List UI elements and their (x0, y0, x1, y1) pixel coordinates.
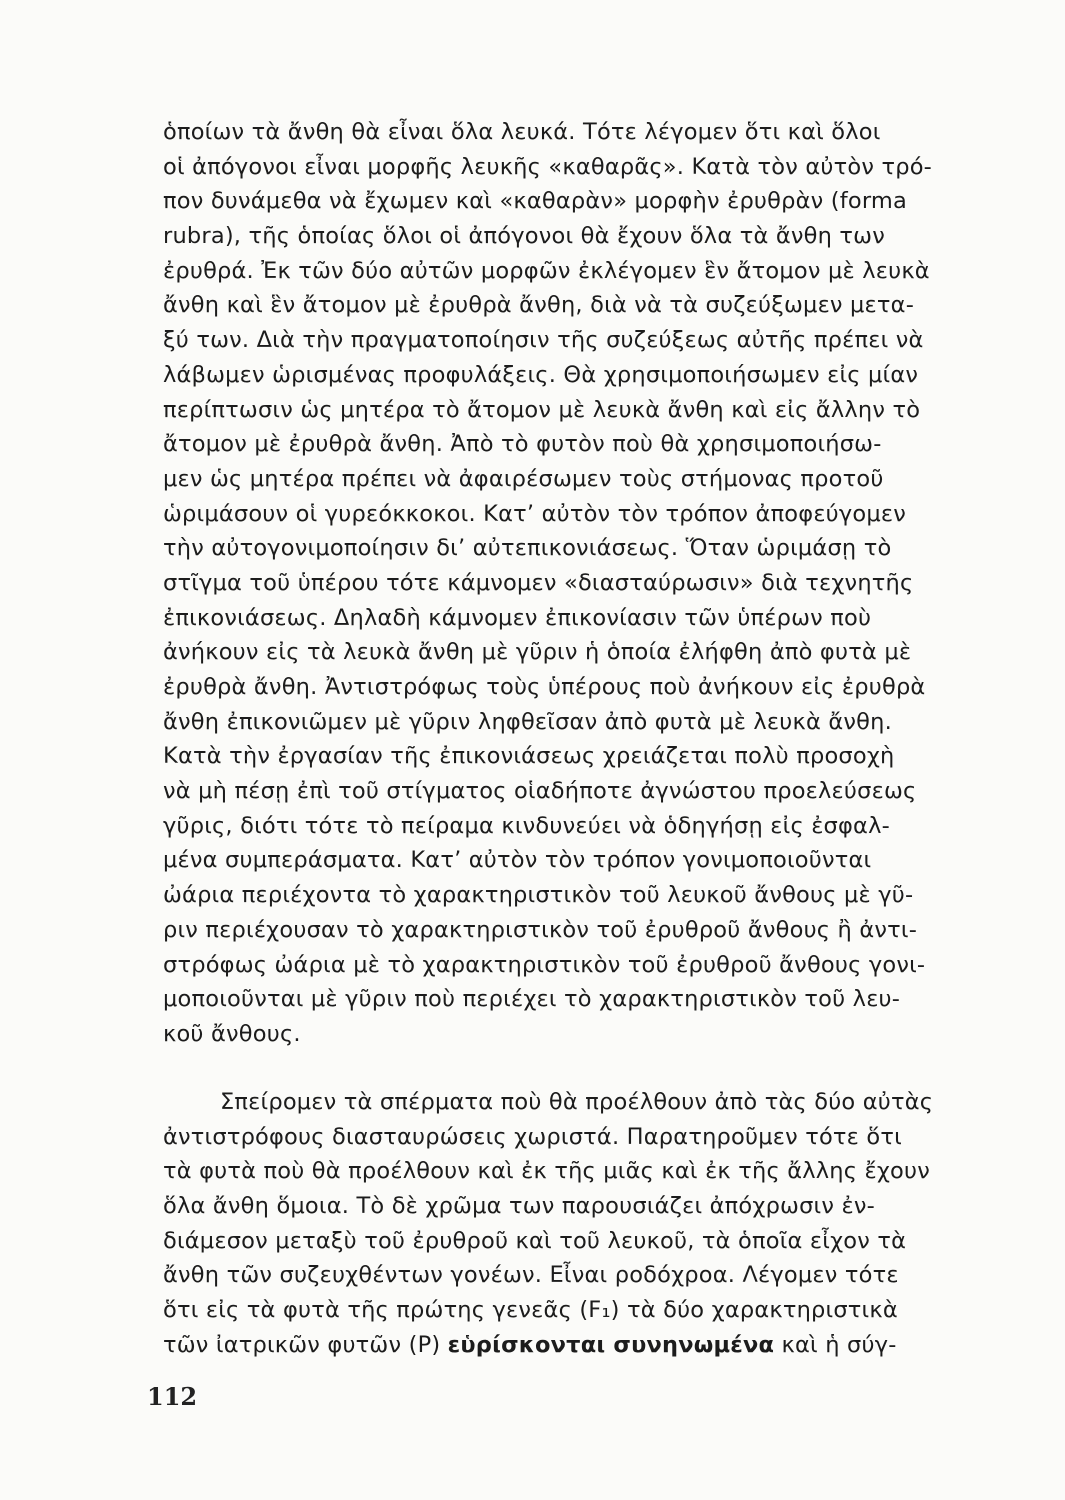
text-line: διάμεσον μεταξὺ τοῦ ἐρυθροῦ καὶ τοῦ λευκοῦ, τὰ ὁποῖα εἶχον τὰ (163, 1227, 907, 1254)
text-line: ὅτι εἰς τὰ φυτὰ τῆς πρώτης γενεᾶς (F₁) τὰ δύο χαρακτηριστικὰ (163, 1297, 898, 1324)
text-line: λάβωμεν ὡρισμένας προφυλάξεις. Θὰ χρησιμοποιήσωμεν εἰς μίαν (163, 361, 919, 388)
text-line: οἱ ἀπόγονοι εἶναι μορφῆς λευκῆς «καθαρᾶς». Κατὰ τὸν αὐτὸν τρό- (163, 153, 932, 180)
text-line: γῦρις, διότι τότε τὸ πείραμα κινδυνεύει νὰ ὁδηγήσῃ εἰς ἐσφαλ- (163, 812, 890, 839)
text-line: τὰ φυτὰ ποὺ θὰ προέλθουν καὶ ἐκ τῆς μιᾶς καὶ ἐκ τῆς ἄλλης ἔχουν (163, 1158, 930, 1185)
text-line (163, 1328, 983, 1363)
text-line: ἄνθη καὶ ἓν ἄτομον μὲ ἐρυθρὰ ἄνθη, διὰ νὰ τὰ συζεύξωμεν μετα- (163, 292, 915, 319)
text-line: μένα συμπεράσματα. Κατ’ αὐτὸν τὸν τρόπον γονιμοποιοῦνται (163, 847, 872, 874)
text-line: περίπτωσιν ὡς μητέρα τὸ ἄτομον μὲ λευκὰ ἄνθη καὶ εἰς ἄλλην τὸ (163, 396, 921, 423)
text-line: Σπείρομεν τὰ σπέρματα ποὺ θὰ προέλθουν ἀπὸ τὰς δύο αὐτὰς (220, 1089, 934, 1115)
text-line: ἄτομον μὲ ἐρυθρὰ ἄνθη. Ἀπὸ τὸ φυτὸν ποὺ θὰ χρησιμοποιήσω- (163, 431, 882, 458)
text-line: rubra), τῆς ὁποίας ὅλοι οἱ ἀπόγονοι θὰ ἔχουν ὅλα τὰ ἄνθη των (163, 223, 885, 250)
text-line: ἄνθη ἐπικονιῶμεν μὲ γῦριν ληφθεῖσαν ἀπὸ φυτὰ μὲ λευκὰ ἄνθη. (163, 708, 892, 735)
text-line: ἐπικονιάσεως. Δηλαδὴ κάμνομεν ἐπικονίασιν τῶν ὑπέρων ποὺ (163, 604, 872, 631)
paragraph-1 (163, 115, 983, 1052)
text-line: ἐρυθρά. Ἐκ τῶν δύο αὐτῶν μορφῶν ἐκλέγομεν ἓν ἄτομον μὲ λευκὰ (163, 257, 930, 284)
text-line: στῖγμα τοῦ ὑπέρου τότε κάμνομεν «διασταύρωσιν» διὰ τεχνητῆς (163, 569, 914, 596)
text-line: ὡριμάσουν οἱ γυρεόκκοκοι. Κατ’ αὐτὸν τὸν τρόπον ἀποφεύγομεν (163, 500, 907, 527)
text-line: πον δυνάμεθα νὰ ἔχωμεν καὶ «καθαρὰν» μορφὴν ἐρυθρὰν (forma (163, 188, 907, 215)
bold-phrase: εὑρίσκονται συνηνωμένα (447, 1331, 775, 1358)
text-line: ὅλα ἄνθη ὅμοια. Τὸ δὲ χρῶμα των παρουσιάζει ἀπόχρωσιν ἐν- (163, 1193, 875, 1220)
text-line: μεν ὡς μητέρα πρέπει νὰ ἀφαιρέσωμεν τοὺς στήμονας προτοῦ (163, 465, 884, 492)
text-segment: τῶν ἰατρικῶν φυτῶν (P) (163, 1331, 448, 1358)
text-line: μοποιοῦνται μὲ γῦριν ποὺ περιέχει τὸ χαρακτηριστικὸν τοῦ λευ- (163, 986, 901, 1013)
text-line: ἄνθη τῶν συζευχθέντων γονέων. Εἶναι ροδόχροα. Λέγομεν τότε (163, 1262, 899, 1289)
text-line: ὠάρια περιέχοντα τὸ χαρακτηριστικὸν τοῦ λευκοῦ ἄνθους μὲ γῦ- (163, 882, 914, 909)
text-line: ξύ των. Διὰ τὴν πραγματοποίησιν τῆς συζεύξεως αὐτῆς πρέπει νὰ (163, 327, 924, 354)
text-line: ἐρυθρὰ ἄνθη. Ἀντιστρόφως τοὺς ὑπέρους ποὺ ἀνήκουν εἰς ἐρυθρὰ (163, 674, 926, 700)
paragraph-2 (163, 1085, 983, 1363)
text-line: στρόφως ὠάρια μὲ τὸ χαρακτηριστικὸν τοῦ ἐρυθροῦ ἄνθους γονι- (163, 951, 926, 978)
text-line: νὰ μὴ πέσῃ ἐπὶ τοῦ στίγματος οἱαδήποτε ἀγνώστου προελεύσεως (163, 778, 917, 805)
text-segment: καὶ ἡ σύγ- (774, 1331, 897, 1358)
text-line: κοῦ ἄνθους. (163, 1020, 301, 1047)
page-number: 112 (147, 1382, 198, 1411)
text-line: τὴν αὐτογονιμοποίησιν δι’ αὐτεπικονιάσεως. Ὅταν ὡριμάσῃ τὸ (163, 535, 892, 562)
text-line: ὁποίων τὰ ἄνθη θὰ εἶναι ὅλα λευκά. Τότε λέγομεν ὅτι καὶ ὅλοι (163, 119, 881, 145)
text-line: ριν περιέχουσαν τὸ χαρακτηριστικὸν τοῦ ἐρυθροῦ ἄνθους ἢ ἀντι- (163, 916, 918, 943)
text-line: ἀντιστρόφους διασταυρώσεις χωριστά. Παρατηροῦμεν τότε ὅτι (163, 1123, 902, 1150)
text-line: ἀνήκουν εἰς τὰ λευκὰ ἄνθη μὲ γῦριν ἡ ὁποία ἐλήφθη ἀπὸ φυτὰ μὲ (163, 639, 912, 666)
text-line: Κατὰ τὴν ἐργασίαν τῆς ἐπικονιάσεως χρειάζεται πολὺ προσοχὴ (163, 743, 895, 770)
